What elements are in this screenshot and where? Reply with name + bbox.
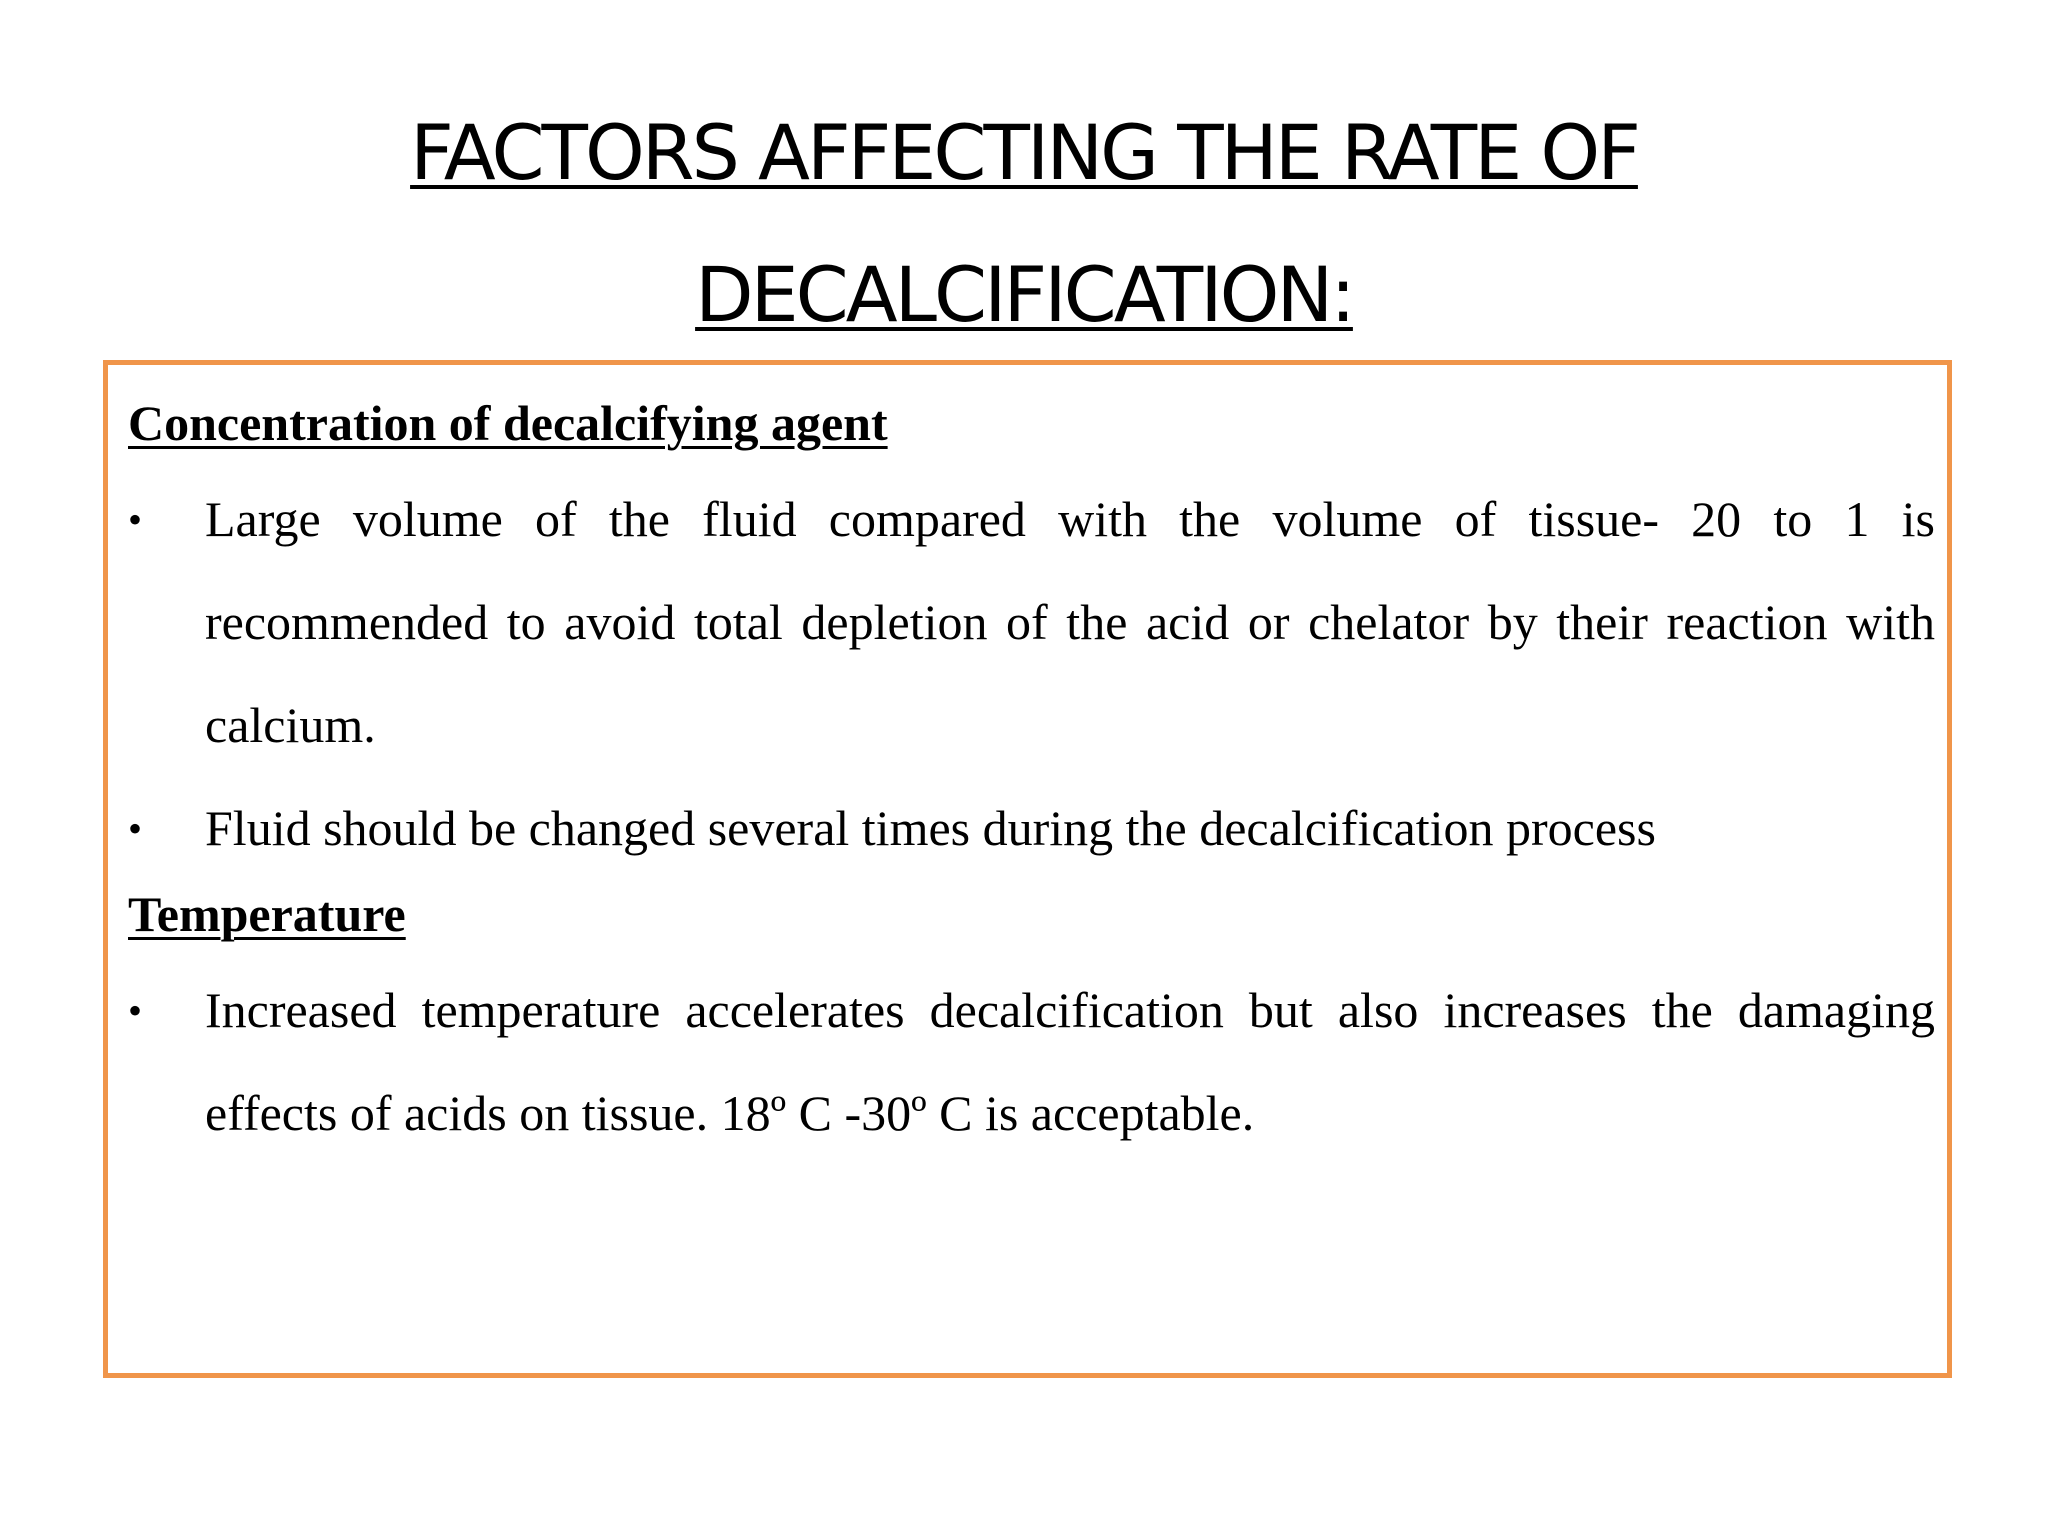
- list-item: [128, 959, 1935, 1165]
- bullet-marker: •: [128, 806, 143, 851]
- title-line-1: FACTORS AFFECTING THE RATE OF: [410, 108, 1638, 197]
- bullet-list-concentration: [128, 468, 1935, 880]
- slide-title: [0, 82, 2048, 366]
- bullet-text: Fluid should be changed several times during the decalcification process: [205, 800, 1656, 856]
- bullet-text: Large volume of the fluid compared with the volume of tissue- 20 to 1 is recommended to avoid total depletion of the acid or chelator by their reaction with calcium.: [205, 491, 1935, 753]
- bullet-text: Increased temperature accelerates decalcification but also increases the damaging effects of acids on tissue. 18º C -30º C is acceptable.: [205, 982, 1935, 1141]
- section-heading-concentration: Concentration of decalcifying agent: [128, 395, 888, 451]
- content-box: [103, 360, 1952, 1378]
- list-item: [128, 777, 1935, 880]
- list-item: [128, 468, 1935, 777]
- section-heading-temperature: Temperature: [128, 886, 406, 942]
- title-line-2: DECALCIFICATION:: [695, 250, 1353, 339]
- content-body: [128, 393, 1935, 1165]
- bullet-marker: •: [128, 497, 143, 542]
- bullet-list-temperature: [128, 959, 1935, 1165]
- bullet-marker: •: [128, 988, 143, 1033]
